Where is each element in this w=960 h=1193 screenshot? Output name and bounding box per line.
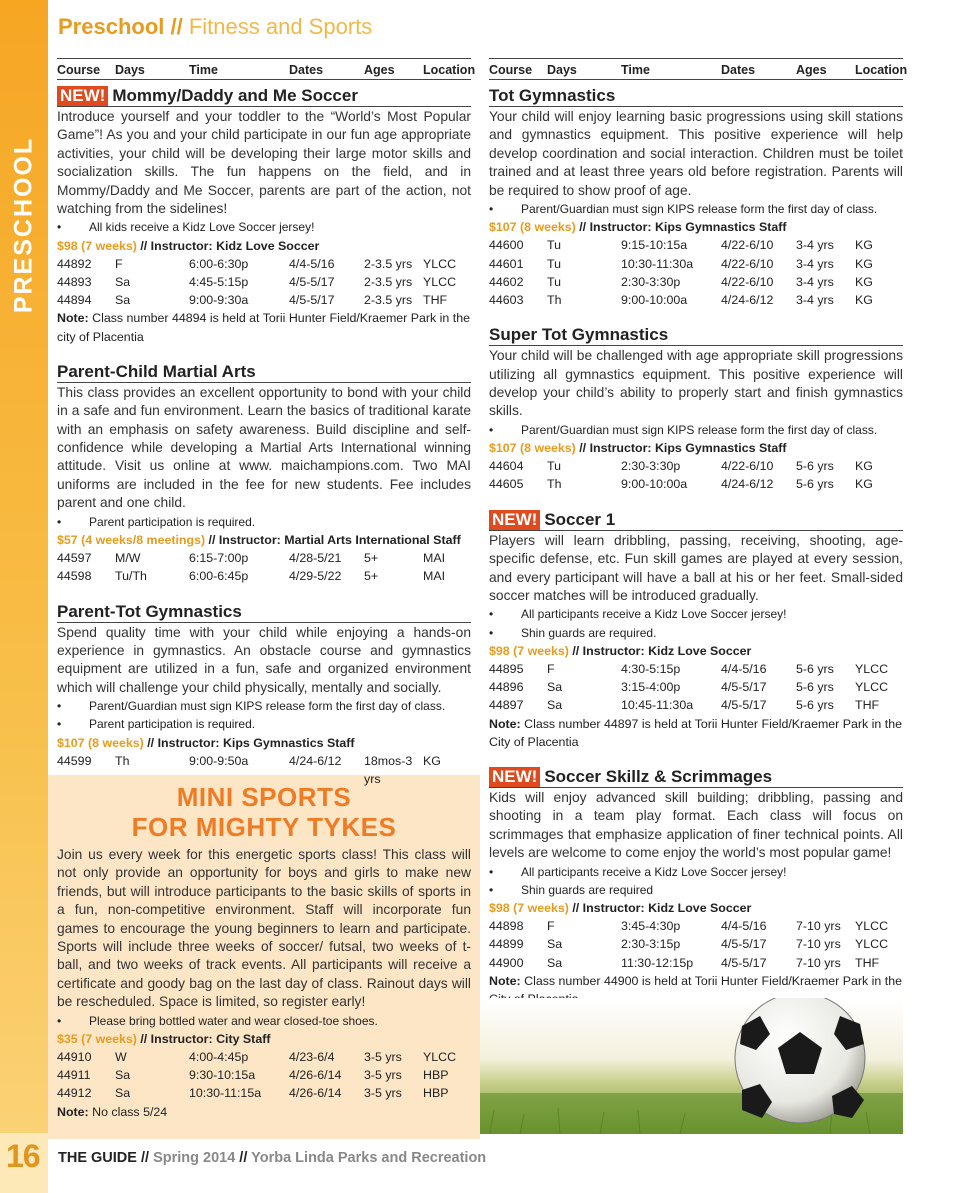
course-number: 44601 (489, 256, 524, 271)
course-ages: 18mos-3 yrs (364, 753, 413, 786)
course-time: 2:30-3:15p (621, 937, 681, 952)
footer-sep-2: // (235, 1150, 252, 1166)
footer-season: Spring 2014 (153, 1150, 236, 1166)
course-location: YLCC (855, 661, 889, 676)
class-row (489, 457, 903, 475)
class-row (57, 567, 471, 585)
course-days: Tu (547, 459, 561, 474)
course-dates: 4/23-6/4 (289, 1050, 335, 1065)
course-time: 4:00-4:45p (189, 1050, 249, 1065)
course-time: 10:30-11:15a (189, 1086, 262, 1101)
course-title (489, 86, 903, 107)
course-note (489, 715, 903, 751)
header-course: Course (57, 63, 101, 77)
course-days: Th (547, 477, 562, 492)
course-title (57, 602, 471, 623)
course-ages: 5-6 yrs (796, 698, 834, 713)
course-dates: 4/5-5/17 (289, 275, 335, 290)
course-dates: 4/29-5/22 (289, 569, 342, 584)
course-time: 9:00-10:00a (621, 477, 688, 492)
course-location: KG (855, 274, 873, 289)
course-title-text: Parent-Child Martial Arts (57, 361, 256, 381)
class-row (489, 935, 903, 953)
header-time: Time (189, 63, 218, 77)
course-number: 44911 (57, 1068, 91, 1083)
class-row (489, 255, 903, 273)
course-location: THF (423, 293, 448, 308)
course-bullet: • Parent/Guardian must sign KIPS release form the first day of class. (57, 697, 471, 715)
course-title (57, 362, 471, 383)
course-bullet: • Shin guards are required (489, 881, 903, 899)
course-ages: 3-4 yrs (796, 293, 834, 308)
course-price: $107 (8 weeks) (489, 441, 576, 456)
course-ages: 7-10 yrs (796, 955, 841, 970)
course-ages: 3-5 yrs (364, 1068, 402, 1083)
course-bullet: • Shin guards are required. (489, 624, 903, 642)
note-text: Class number 44897 is held at Torii Hunter Field/Kraemer Park in the City of Placentia (489, 716, 902, 749)
page-title (58, 14, 372, 40)
course-dates: 4/5-5/17 (721, 698, 767, 713)
note-label: Note: (57, 1104, 89, 1119)
price-instructor (57, 531, 471, 549)
course-section (57, 86, 471, 346)
header-location: Location (855, 63, 908, 77)
course-number: 44894 (57, 293, 92, 308)
header-location: Location (423, 63, 476, 77)
course-description: Kids will enjoy advanced skill building; dribbling, passing and shooting in a team play format. Each class will focus on scrimmages that emphasize application of finer technical points. All levels are welcome to come enjoy the world’s most popular game! (489, 789, 903, 861)
course-ages: 2-3.5 yrs (364, 256, 413, 271)
course-bullet: • Parent/Guardian must sign KIPS release form the first day of class. (489, 200, 903, 218)
course-number: 44600 (489, 238, 524, 253)
course-location: KG (855, 256, 873, 271)
course-dates: 4/4-5/16 (721, 919, 767, 934)
page-title-sub: Fitness and Sports (188, 14, 373, 39)
course-description: Players will learn dribbling, passing, receiving, shooting, age-specific defense, etc. Fun skill games are played at every session, and every participant will have a ball at his or her feet. Small-sided soccer matches will be introduced gradually. (489, 532, 903, 603)
course-bullet: • Parent participation is required. (57, 715, 471, 733)
note-text: Class number 44900 is held at Torii Hunter Field/Kraemer Park in the (524, 973, 902, 988)
course-price: $107 (8 weeks) (489, 220, 576, 235)
course-time: 6:00-6:45p (189, 569, 249, 584)
course-note (57, 309, 471, 345)
course-number: 44892 (57, 256, 92, 271)
course-title (489, 510, 903, 531)
course-location: YLCC (423, 275, 457, 290)
class-row (489, 236, 903, 254)
course-number: 44898 (489, 919, 524, 934)
course-number: 44912 (57, 1086, 92, 1101)
course-days: Sa (115, 275, 131, 290)
course-location: KG (855, 477, 873, 492)
course-time: 9:15-10:15a (621, 238, 688, 253)
course-number: 44910 (57, 1050, 92, 1065)
course-dates: 4/4-5/16 (289, 256, 335, 271)
course-time: 3:45-4:30p (621, 919, 681, 934)
course-price: $98 (7 weeks) (489, 643, 569, 658)
price-instructor (489, 218, 903, 236)
course-section (489, 86, 903, 309)
course-instructor: // Instructor: Kips Gymnastics Staff (143, 735, 355, 750)
course-ages: 5+ (364, 569, 379, 584)
price-instructor (57, 237, 471, 255)
course-price: $98 (7 weeks) (489, 900, 569, 915)
header-days: Days (547, 63, 577, 77)
header-ages: Ages (364, 63, 395, 77)
class-row (489, 475, 903, 493)
course-location: HBP (423, 1086, 449, 1101)
course-ages: 5-6 yrs (796, 661, 834, 676)
course-bullet: • All participants receive a Kidz Love Soccer jersey! (489, 863, 903, 881)
course-title-text: Soccer Skillz & Scrimmages (544, 766, 773, 786)
course-title-text: Soccer 1 (544, 509, 616, 529)
course-days: F (547, 661, 555, 676)
course-time: 2:30-3:30p (621, 274, 681, 289)
course-location: YLCC (423, 1050, 457, 1065)
course-section (57, 362, 471, 586)
course-instructor: // Instructor: Kidz Love Soccer (568, 900, 752, 915)
course-time: 4:45-5:15p (189, 275, 249, 290)
price-instructor (489, 439, 903, 457)
left-column (57, 58, 476, 788)
course-number: 44895 (489, 661, 524, 676)
course-days: Sa (547, 698, 563, 713)
course-number: 44897 (489, 698, 524, 713)
course-time: 9:00-9:50a (189, 753, 249, 768)
footer-org: Yorba Linda Parks and Recreation (251, 1150, 487, 1166)
course-location: YLCC (855, 919, 889, 934)
footer-sep-1: // (136, 1150, 154, 1166)
course-days: Th (547, 293, 562, 308)
footer-guide: THE GUIDE (58, 1150, 137, 1166)
course-days: W (115, 1050, 127, 1065)
course-title-text: Parent-Tot Gymnastics (57, 601, 242, 621)
course-number: 44896 (489, 680, 524, 695)
course-dates: 4/28-5/21 (289, 551, 342, 566)
course-section (57, 846, 471, 1121)
course-days: Sa (547, 955, 563, 970)
right-column (489, 58, 908, 1008)
class-row (489, 696, 903, 714)
note-text: Class number 44894 is held at Torii Hunter Field/Kraemer Park in the city of Placentia (57, 311, 470, 344)
course-time: 10:45-11:30a (621, 698, 694, 713)
course-description: Your child will enjoy learning basic progressions using skill stations and gymnastics equipment. This positive experience will help develop coordination and social interaction. Children must be toilet trained and at least three years old before registration. Parents will be required to show proof of age. (489, 109, 903, 198)
course-time: 6:00-6:30p (189, 256, 249, 271)
course-location: THF (855, 955, 880, 970)
course-location: THF (855, 698, 880, 713)
price-instructor (57, 1030, 471, 1048)
course-dates: 4/24-6/12 (289, 753, 342, 768)
course-days: Tu (547, 256, 561, 271)
course-time: 11:30-12:15p (621, 955, 694, 970)
course-number: 44598 (57, 569, 92, 584)
course-ages: 5-6 yrs (796, 680, 834, 695)
course-description: Your child will be challenged with age appropriate skill progressions utilizing all gymnastics equipment. This positive experience will develop your child’s ability to properly start and finish gymnastics skills. (489, 348, 903, 419)
course-dates: 4/5-5/17 (721, 937, 767, 952)
column-header (57, 58, 476, 80)
course-dates: 4/26-6/14 (289, 1086, 342, 1101)
course-time: 6:15-7:00p (189, 551, 249, 566)
soccer-ball-photo (480, 998, 903, 1134)
course-description: This class provides an excellent opportunity to bond with your child in a safe and fun environment. Learn the basics of traditional karate with an emphasis on safety awareness. Build discipline and self-confidence while developing a Martial Arts International winning attitude. Visit us online at www. maichampions.com. Two MAI uniforms are included in the fee for new students. Fee includes parent and one child. (57, 384, 471, 511)
course-description: Join us every week for this energetic sports class! This class will not only provide an opportunity for boys and girls to make new friends, but will introduce participants to the basic skills of sports in a fun, non-competitive environment. Staff will incorporate fun games to encourage the young beginners to learn and participate. Sports will include three weeks of soccer/ futsal, two weeks of t-ball, and two weeks of track events. All participants will receive a certificate and goody bag on the last day of class. Rainout days will be rescheduled. Space is limited, so register early! (57, 847, 471, 1010)
course-days: F (115, 256, 123, 271)
course-ages: 3-4 yrs (796, 256, 834, 271)
course-title-text: Mommy/Daddy and Me Soccer (112, 86, 358, 105)
course-number: 44605 (489, 477, 524, 492)
course-ages: 5-6 yrs (796, 459, 834, 474)
course-instructor: // Instructor: City Staff (136, 1031, 271, 1046)
course-dates: 4/22-6/10 (721, 256, 774, 271)
section-label: PRESCHOOL (9, 136, 38, 314)
course-days: Sa (547, 937, 563, 952)
course-days: M/W (115, 551, 141, 566)
course-dates: 4/22-6/10 (721, 238, 774, 253)
course-location: KG (855, 293, 873, 308)
note-label: Note: (489, 973, 521, 988)
page-title-main: Preschool (58, 14, 165, 39)
course-ages: 3-5 yrs (364, 1050, 402, 1065)
course-location: MAI (423, 551, 446, 566)
course-number: 44604 (489, 459, 524, 474)
page-number: 16 (6, 1138, 40, 1174)
course-dates: 4/22-6/10 (721, 459, 774, 474)
course-days: Tu (547, 274, 561, 289)
footer (58, 1150, 486, 1166)
new-badge: NEW! (57, 86, 108, 106)
course-dates: 4/5-5/17 (721, 955, 767, 970)
course-days: Sa (115, 293, 131, 308)
course-instructor: // Instructor: Martial Arts International Staff (205, 532, 461, 547)
course-ages: 7-10 yrs (796, 937, 841, 952)
class-row (57, 549, 471, 567)
class-row (57, 1066, 471, 1084)
course-instructor: // Instructor: Kips Gymnastics Staff (575, 441, 787, 456)
course-price: $35 (7 weeks) (57, 1031, 137, 1046)
course-bullet: • Please bring bottled water and wear closed-toe shoes. (57, 1012, 471, 1030)
course-days: Sa (115, 1068, 131, 1083)
course-dates: 4/24-6/12 (721, 293, 774, 308)
course-number: 44599 (57, 753, 92, 768)
note-label: Note: (489, 716, 521, 731)
course-time: 9:30-10:15a (189, 1068, 256, 1083)
course-number: 44597 (57, 551, 92, 566)
course-location: HBP (423, 1068, 449, 1083)
course-time: 3:15-4:00p (621, 680, 681, 695)
price-instructor (489, 642, 903, 660)
page-title-sep: // (164, 14, 189, 39)
course-dates: 4/5-5/17 (289, 293, 335, 308)
header-ages: Ages (796, 63, 827, 77)
header-course: Course (489, 63, 533, 77)
course-number: 44602 (489, 274, 524, 289)
course-ages: 3-4 yrs (796, 238, 834, 253)
class-row (57, 291, 471, 309)
note-label: Note: (57, 311, 89, 326)
mini-sports-title-2: FOR MIGHTY TYKES (131, 812, 397, 842)
new-badge: NEW! (489, 767, 540, 787)
course-title (489, 325, 903, 346)
course-price: $98 (7 weeks) (57, 238, 137, 253)
course-dates: 4/26-6/14 (289, 1068, 342, 1083)
course-location: YLCC (855, 937, 889, 952)
class-row (57, 255, 471, 273)
course-ages: 2-3.5 yrs (364, 275, 413, 290)
class-row (57, 1048, 471, 1066)
course-days: Sa (115, 1086, 131, 1101)
course-bullet: • Parent/Guardian must sign KIPS release form the first day of class. (489, 421, 903, 439)
mini-sports-section (57, 782, 471, 1121)
course-days: Sa (547, 680, 563, 695)
course-section (57, 602, 471, 789)
class-row (57, 273, 471, 291)
class-row (489, 291, 903, 309)
course-section (489, 767, 903, 1008)
new-badge: NEW! (489, 510, 540, 530)
course-title-text: Tot Gymnastics (489, 86, 616, 105)
course-ages: 3-5 yrs (364, 1086, 402, 1101)
header-dates: Dates (289, 63, 324, 77)
class-row (489, 954, 903, 972)
course-instructor: // Instructor: Kidz Love Soccer (568, 643, 752, 658)
course-days: Tu (547, 238, 561, 253)
course-time: 2:30-3:30p (621, 459, 681, 474)
course-number: 44893 (57, 275, 92, 290)
course-ages: 3-4 yrs (796, 274, 834, 289)
course-dates: 4/5-5/17 (721, 680, 767, 695)
course-number: 44899 (489, 937, 524, 952)
class-row (57, 1084, 471, 1102)
class-row (489, 917, 903, 935)
header-days: Days (115, 63, 145, 77)
mini-sports-title-1: MINI SPORTS (176, 782, 352, 812)
course-location: YLCC (855, 680, 889, 695)
class-row (489, 678, 903, 696)
course-bullet: • All kids receive a Kidz Love Soccer jersey! (57, 218, 471, 236)
course-location: KG (423, 753, 441, 768)
course-location: KG (855, 238, 873, 253)
course-number: 44900 (489, 955, 524, 970)
course-time: 10:30-11:30a (621, 256, 694, 271)
course-dates: 4/22-6/10 (721, 274, 774, 289)
course-time: 9:00-9:30a (189, 293, 249, 308)
course-ages: 2-3.5 yrs (364, 293, 413, 308)
course-section (489, 510, 903, 751)
header-time: Time (621, 63, 650, 77)
course-ages: 7-10 yrs (796, 919, 841, 934)
column-header (489, 58, 908, 80)
course-title-text: Super Tot Gymnastics (489, 325, 669, 345)
course-note (57, 1103, 471, 1121)
course-days: F (547, 919, 555, 934)
price-instructor (57, 734, 471, 752)
course-dates: 4/24-6/12 (721, 477, 774, 492)
course-ages: 5-6 yrs (796, 477, 834, 492)
course-number: 44603 (489, 293, 524, 308)
course-days: Tu/Th (115, 569, 147, 584)
course-title (489, 767, 903, 788)
course-location: MAI (423, 569, 446, 584)
course-bullet: • All participants receive a Kidz Love Soccer jersey! (489, 605, 903, 623)
course-instructor: // Instructor: Kidz Love Soccer (136, 238, 320, 253)
course-price: $107 (8 weeks) (57, 735, 144, 750)
course-instructor: // Instructor: Kips Gymnastics Staff (575, 220, 787, 235)
course-dates: 4/4-5/16 (721, 661, 767, 676)
course-description: Spend quality time with your child while enjoying a hands-on experience in gymnastics. An obstacle course and gymnastics equipment are utilized in a fun, safe and organized environment which will challenge your child physically, mentally and socially. (57, 624, 471, 695)
class-row (489, 660, 903, 678)
course-time: 9:00-10:00a (621, 293, 688, 308)
course-description: Introduce yourself and your toddler to the “World’s Most Popular Game”! As you and your child participate in our fun age appropriate activities, your child will be developing their large motor skills and socialization skills. The fun happens on the field, and in Mommy/Daddy and Me Soccer, parents are part of the action, not watching from the sidelines! (57, 109, 471, 217)
course-days: Th (115, 753, 130, 768)
header-dates: Dates (721, 63, 756, 77)
course-ages: 5+ (364, 551, 379, 566)
course-location: KG (855, 459, 873, 474)
course-location: YLCC (423, 256, 457, 271)
note-text: No class 5/24 (88, 1104, 168, 1119)
course-title (57, 86, 471, 107)
price-instructor (489, 899, 903, 917)
course-price: $57 (4 weeks/8 meetings) (57, 532, 206, 547)
class-row (489, 273, 903, 291)
course-time: 4:30-5:15p (621, 661, 681, 676)
course-section (489, 325, 903, 493)
course-bullet: • Parent participation is required. (57, 513, 471, 531)
